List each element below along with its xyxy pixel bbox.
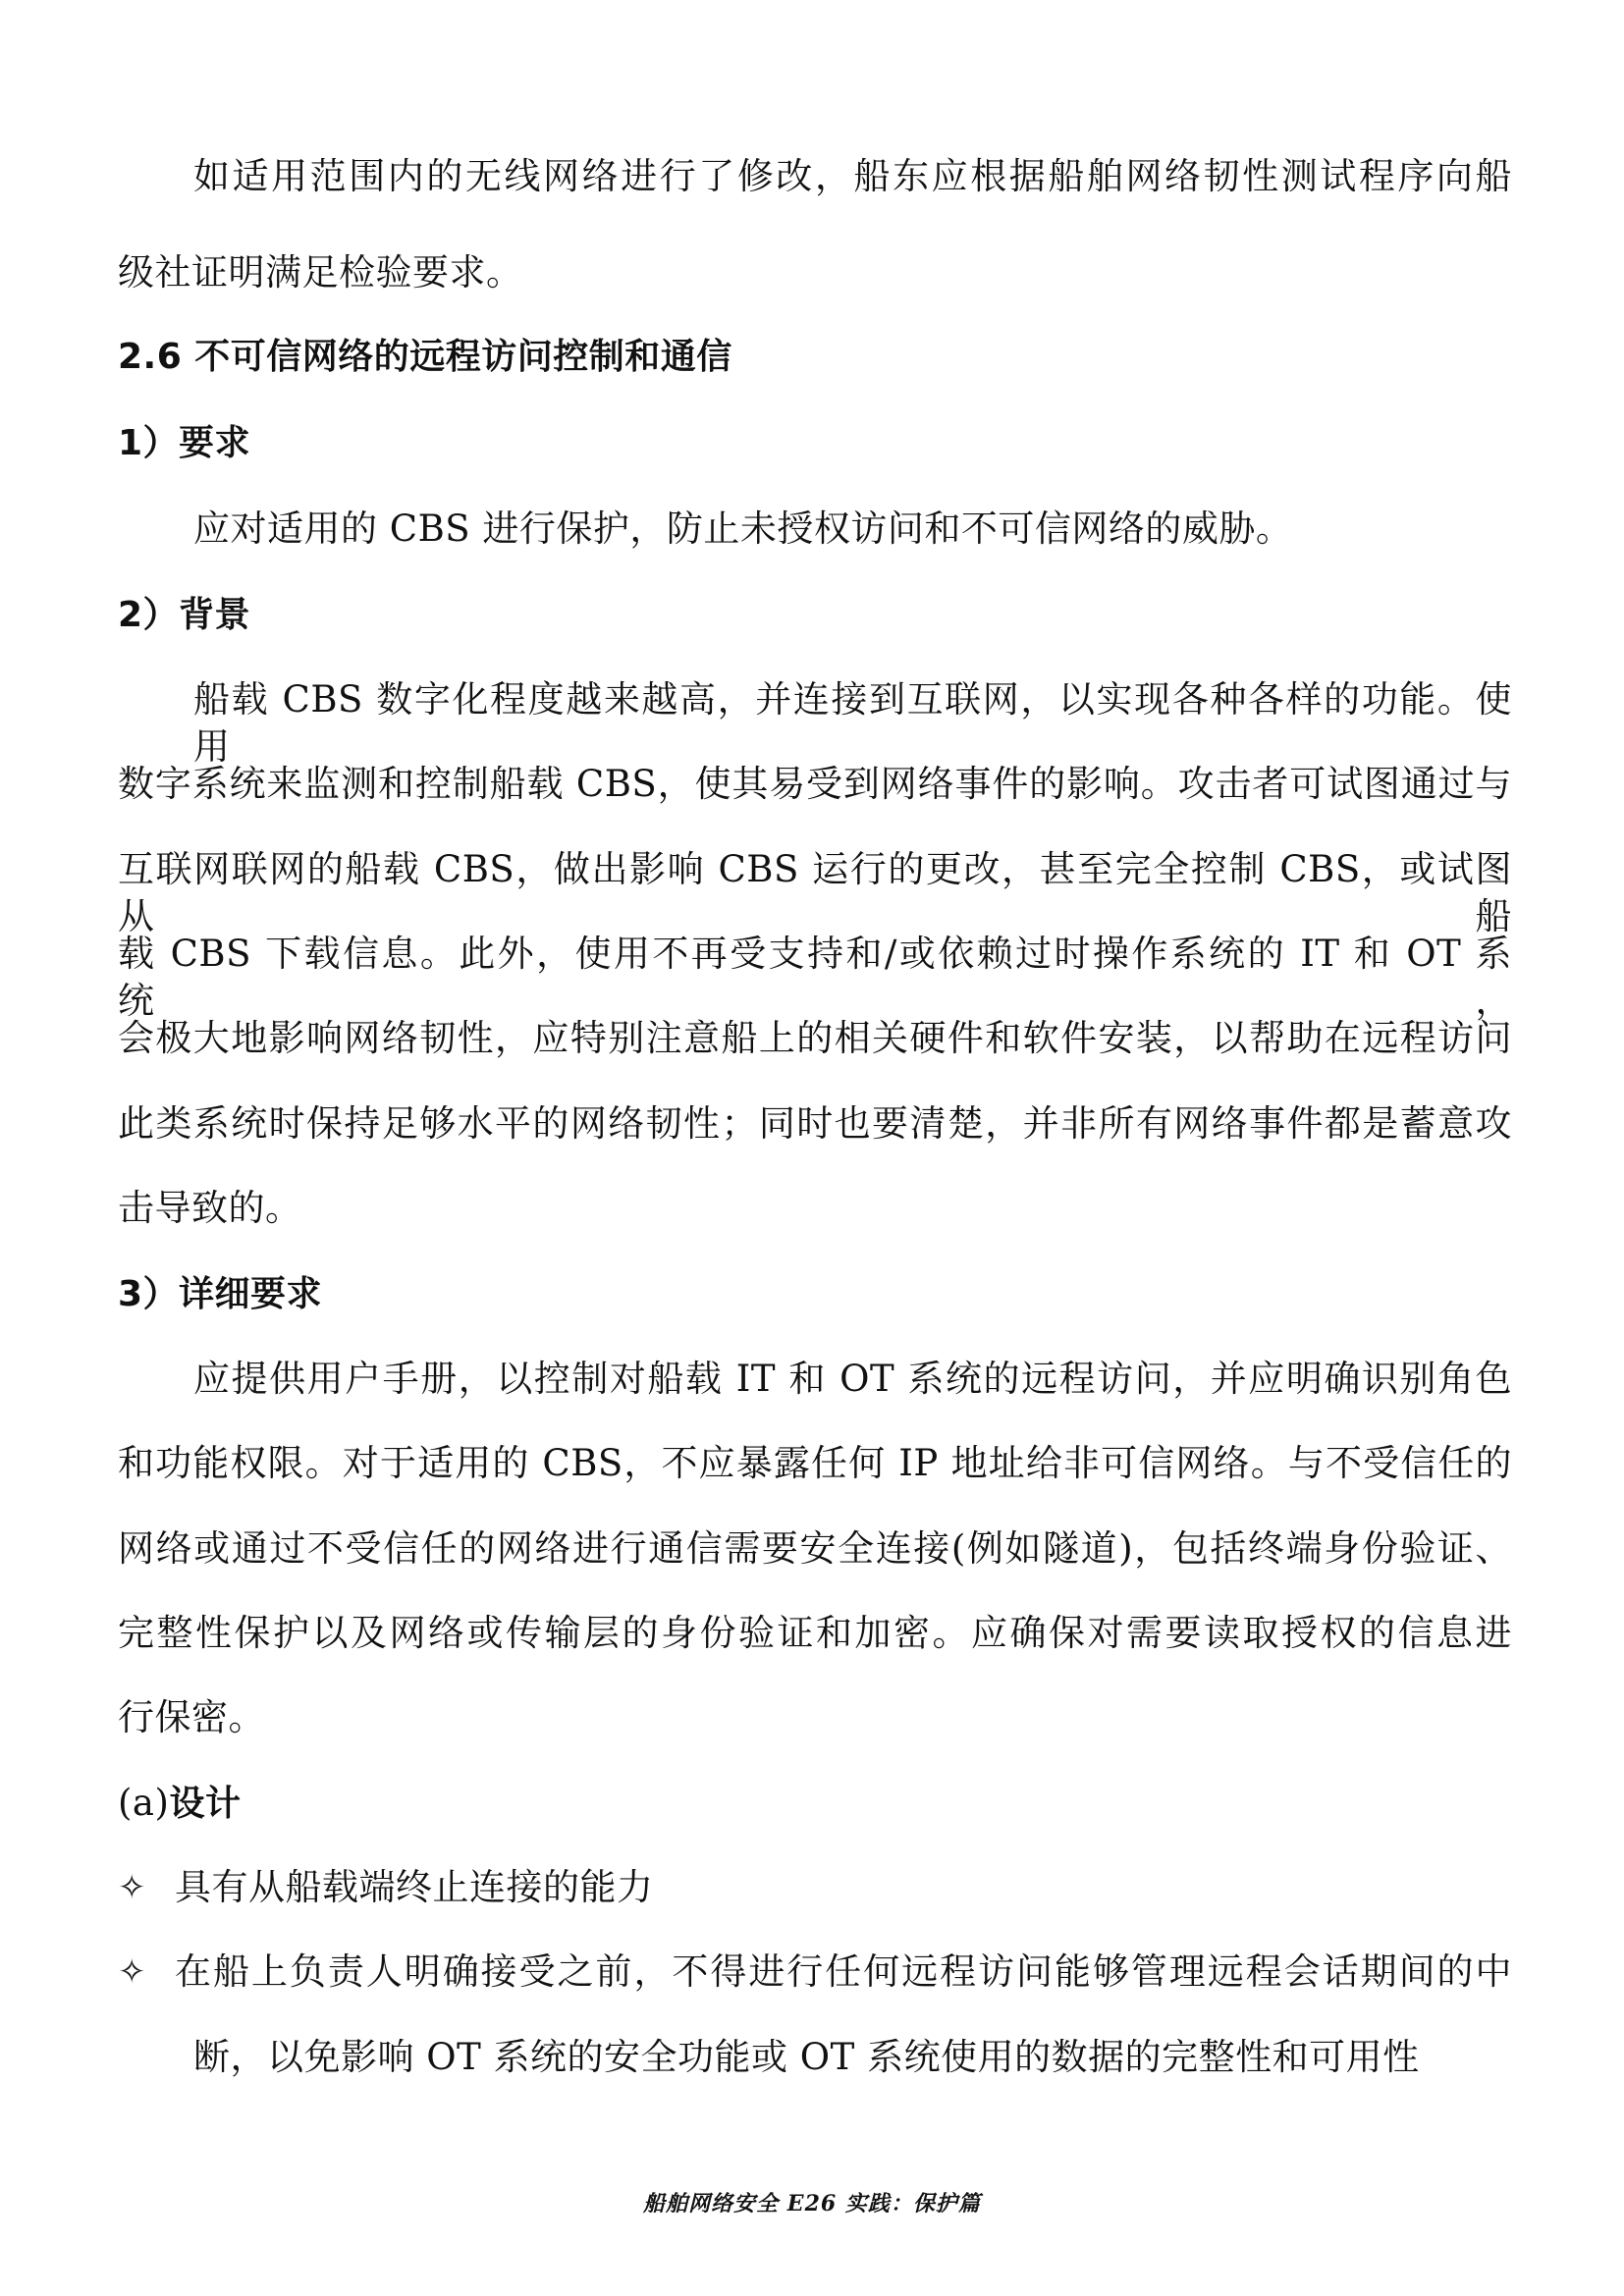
paragraph-line: 和功能权限。对于适用的 CBS，不应暴露任何 IP 地址给非可信网络。与不受信任的 <box>118 1442 1512 1484</box>
paragraph-line: 应提供用户手册，以控制对船载 IT 和 OT 系统的远程访问，并应明确识别角色 <box>193 1358 1512 1400</box>
paragraph-line: 载 CBS 下载信息。此外，使用不再受支持和/或依赖过时操作系统的 IT 和 OT 系统， <box>118 933 1512 1022</box>
paragraph-line: 行保密。 <box>118 1696 265 1738</box>
paragraph-line: 数字系统来监测和控制船载 CBS，使其易受到网络事件的影响。攻击者可试图通过与 <box>118 763 1512 805</box>
subsection-heading: 3）详细要求 <box>118 1274 323 1314</box>
subsection-heading: 1）要求 <box>118 423 251 463</box>
diamond-bullet-icon: ✧ <box>118 1868 146 1907</box>
design-heading <box>118 1780 1512 1828</box>
bullet-item-text: 在船上负责人明确接受之前，不得进行任何远程访问能够管理远程会话期间的中 <box>175 1950 1512 1993</box>
paragraph-line: 此类系统时保持足够水平的网络韧性；同时也要清楚，并非所有网络事件都是蓄意攻 <box>118 1102 1512 1145</box>
paragraph-line: 应对适用的 CBS 进行保护，防止未授权访问和不可信网络的威胁。 <box>193 507 1293 550</box>
paragraph-line: 击导致的。 <box>118 1187 302 1229</box>
paragraph-line: 互联网联网的船载 CBS，做出影响 CBS 运行的更改，甚至完全控制 CBS，或试图从船 <box>118 848 1512 937</box>
bullet-item-text: 断，以免影响 OT 系统的安全功能或 OT 系统使用的数据的完整性和可用性 <box>193 2036 1420 2078</box>
section-heading: 2.6 不可信网络的远程访问控制和通信 <box>118 337 732 377</box>
paragraph-line: 完整性保护以及网络或传输层的身份验证和加密。应确保对需要读取授权的信息进 <box>118 1612 1512 1654</box>
paragraph-line: 如适用范围内的无线网络进行了修改，船东应根据船舶网络韧性测试程序向船 <box>193 155 1512 197</box>
paragraph-line: 船载 CBS 数字化程度越来越高，并连接到互联网，以实现各种各样的功能。使用 <box>193 678 1512 768</box>
design-prefix: (a) <box>118 1782 170 1824</box>
design-title: 设计 <box>169 1784 242 1824</box>
paragraph-line: 网络或通过不受信任的网络进行通信需要安全连接(例如隧道)，包括终端身份验证、 <box>118 1527 1512 1570</box>
page-footer: 船舶网络安全 E26 实践：保护篇 <box>643 2191 981 2216</box>
subsection-heading: 2）背景 <box>118 595 251 635</box>
diamond-bullet-icon: ✧ <box>118 1952 146 1992</box>
paragraph-line: 会极大地影响网络韧性，应特别注意船上的相关硬件和软件安装，以帮助在远程访问 <box>118 1017 1512 1059</box>
paragraph-line: 级社证明满足检验要求。 <box>118 251 523 294</box>
bullet-item-text: 具有从船载端终止连接的能力 <box>175 1866 654 1908</box>
